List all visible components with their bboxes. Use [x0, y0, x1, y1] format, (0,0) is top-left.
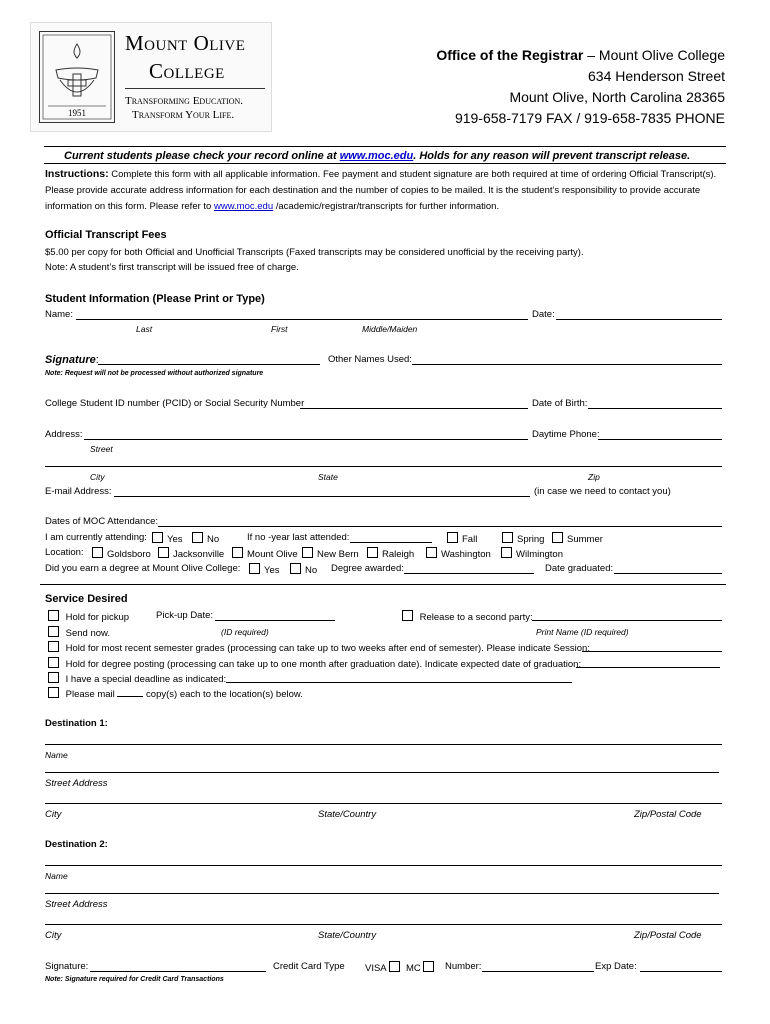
hold-pickup-option[interactable]: Hold for pickup [48, 610, 129, 623]
office-phones: 919-658-7179 FAX / 919-658-7835 PHONE [454, 110, 725, 126]
destination-2-street-field[interactable] [45, 893, 719, 894]
session-field[interactable] [582, 651, 722, 652]
payment-signature-label: Signature: [45, 961, 89, 972]
print-name-label: Print Name (ID required) [536, 627, 629, 637]
degree-no-checkbox[interactable] [290, 563, 301, 574]
name-label: Name: [45, 309, 73, 320]
visa-option[interactable]: VISA [365, 961, 404, 974]
destination-1-name-field[interactable] [45, 744, 722, 745]
college-logo [30, 22, 272, 132]
email-label: E-mail Address: [45, 486, 112, 497]
seal-icon [39, 31, 115, 123]
jacksonville-checkbox[interactable] [158, 547, 169, 558]
pickup-date-field[interactable] [215, 620, 335, 621]
copies-field[interactable] [117, 696, 143, 697]
student-heading: Student Information (Please Print or Type) [45, 293, 265, 305]
attending-no[interactable]: No [192, 532, 219, 545]
city-label: City [90, 472, 105, 482]
deadline-field[interactable] [226, 682, 572, 683]
address-line-2[interactable] [45, 466, 722, 467]
attending-yes-checkbox[interactable] [152, 532, 163, 543]
degree-yes[interactable]: Yes [249, 563, 280, 576]
notice-bottom-rule [44, 163, 726, 164]
other-names-label: Other Names Used: [328, 354, 412, 365]
attendance-dates-label: Dates of MOC Attendance: [45, 516, 159, 527]
office-street: 634 Henderson Street [588, 68, 725, 84]
hold-grades-option[interactable]: Hold for most recent semester grades (processing can take up to two weeks after end of semester). Please indicate Session: [48, 641, 590, 654]
destination-1-name-label: Name [45, 750, 68, 760]
fall-checkbox[interactable] [447, 532, 458, 543]
zip-label: Zip [588, 472, 600, 482]
wilmington-checkbox[interactable] [501, 547, 512, 558]
attending-no-checkbox[interactable] [192, 532, 203, 543]
release-option[interactable]: Release to a second party: [402, 610, 533, 623]
destination-2-city-label: City [45, 930, 62, 941]
daytime-phone-label: Daytime Phone: [532, 429, 600, 440]
term-fall[interactable]: Fall [447, 532, 477, 545]
destination-1-city-label: City [45, 809, 62, 820]
location-goldsboro[interactable]: Goldsboro [92, 547, 151, 560]
destination-1-city-field[interactable] [45, 803, 722, 804]
first-label: First [271, 324, 288, 334]
attendance-dates-field[interactable] [158, 526, 722, 527]
pcid-label: College Student ID number (PCID) or Social Security Number [45, 398, 305, 409]
hold-pickup-checkbox[interactable] [48, 610, 59, 621]
year-last-field[interactable] [350, 542, 432, 543]
new-bern-checkbox[interactable] [302, 547, 313, 558]
date-field[interactable] [556, 319, 722, 320]
online-notice: Current students please check your record online at www.moc.edu. Holds for any reason will prevent transcript release. [64, 150, 691, 162]
service-heading: Service Desired [45, 593, 128, 605]
location-washington[interactable]: Washington [426, 547, 491, 560]
washington-checkbox[interactable] [426, 547, 437, 558]
dob-field[interactable] [588, 408, 722, 409]
please-mail-checkbox[interactable] [48, 687, 59, 698]
mc-checkbox[interactable] [423, 961, 434, 972]
deadline-option[interactable]: I have a special deadline as indicated: [48, 672, 226, 685]
cc-number-field[interactable] [482, 971, 594, 972]
please-mail-option[interactable]: Please mail copy(s) each to the location(s) below. [48, 687, 303, 700]
currently-attending-row: I am currently attending: [45, 532, 147, 543]
office-title: Office of the Registrar [436, 47, 584, 63]
graduation-date-field[interactable] [576, 667, 720, 668]
term-spring[interactable]: Spring [502, 532, 544, 545]
seal-year: 1951 [68, 108, 86, 118]
logo-divider [125, 88, 265, 89]
degree-awarded-field[interactable] [404, 573, 534, 574]
address-label: Address: [45, 429, 83, 440]
cc-number-label: Number: [445, 961, 482, 972]
office-college: – Mount Olive College [583, 47, 725, 63]
daytime-phone-field[interactable] [598, 439, 722, 440]
other-names-field[interactable] [412, 364, 722, 365]
summer-checkbox[interactable] [552, 532, 563, 543]
date-graduated-label: Date graduated: [545, 563, 614, 574]
hold-degree-checkbox[interactable] [48, 657, 59, 668]
destination-1-street-label: Street Address [45, 778, 108, 789]
notice-top-rule [44, 146, 726, 147]
degree-awarded-label: Degree awarded: [331, 563, 404, 574]
term-summer[interactable]: Summer [552, 532, 603, 545]
signature-field[interactable] [98, 364, 320, 365]
last-label: Last [136, 324, 153, 334]
destination-2-zip-label: Zip/Postal Code [634, 930, 702, 941]
exp-date-field[interactable] [640, 971, 722, 972]
exp-date-label: Exp Date: [595, 961, 637, 972]
pcid-field[interactable] [300, 408, 528, 409]
hold-grades-checkbox[interactable] [48, 641, 59, 652]
payment-signature-field[interactable] [90, 971, 266, 972]
destination-2-name-field[interactable] [45, 865, 722, 866]
college-name-line2: College [149, 59, 225, 83]
middle-label: Middle/Maiden [362, 324, 418, 334]
visa-checkbox[interactable] [389, 961, 400, 972]
destination-2-name-label: Name [45, 871, 68, 881]
cc-note: Note: Signature required for Credit Card Transactions [45, 976, 224, 983]
section-divider [40, 584, 726, 585]
state-label: State [318, 472, 338, 482]
date-graduated-field[interactable] [614, 573, 722, 574]
signature-label: Signature: [45, 354, 99, 366]
moc-link-2[interactable]: www.moc.edu [213, 201, 274, 212]
fees-heading: Official Transcript Fees [45, 229, 167, 241]
tagline-2: Transform Your Life. [132, 109, 235, 121]
office-address [436, 45, 725, 129]
degree-question: Did you earn a degree at Mount Olive College: [45, 563, 241, 574]
goldsboro-checkbox[interactable] [92, 547, 103, 558]
signature-note: Note: Request will not be processed without authorized signature [45, 370, 264, 377]
email-note: (in case we need to contact you) [534, 486, 671, 497]
email-field[interactable] [114, 496, 530, 497]
degree-yes-checkbox[interactable] [249, 563, 260, 574]
moc-link[interactable]: www.moc.edu [339, 150, 414, 162]
location-new-bern[interactable]: New Bern [302, 547, 359, 560]
location-raleigh[interactable]: Raleigh [367, 547, 414, 560]
destination-2-title: Destination 2: [45, 839, 108, 850]
send-now-option[interactable]: Send now. [48, 626, 110, 639]
destination-1-title: Destination 1: [45, 718, 108, 729]
mc-option[interactable]: MC [406, 961, 438, 974]
location-jacksonville[interactable]: Jacksonville [158, 547, 224, 560]
destination-1-street-field[interactable] [45, 772, 719, 773]
spring-checkbox[interactable] [502, 532, 513, 543]
location-wilmington[interactable]: Wilmington [501, 547, 563, 560]
location-mount-olive[interactable]: Mount Olive [232, 547, 298, 560]
college-name-line1: Mount Olive [125, 31, 246, 55]
destination-2-state-label: State/Country [318, 930, 377, 941]
address-field[interactable] [84, 439, 528, 440]
degree-no[interactable]: No [290, 563, 317, 576]
fees-text: $5.00 per copy for both Official and Unofficial Transcripts (Faxed transcripts may be considered unofficial by the receiving party). Note: A student’s first transcript will be issued free of charge. [45, 247, 584, 273]
date-label: Date: [532, 309, 555, 320]
office-city: Mount Olive, North Carolina 28365 [509, 89, 725, 105]
pickup-date-label: Pick-up Date: [156, 610, 214, 621]
id-required-label: (ID required) [221, 627, 269, 637]
attending-yes[interactable]: Yes [152, 532, 183, 545]
destination-2-street-label: Street Address [45, 899, 108, 910]
raleigh-checkbox[interactable] [367, 547, 378, 558]
deadline-checkbox[interactable] [48, 672, 59, 683]
instructions: Instructions: Complete this form with all applicable information. Fee payment and student signature are both required at time of ordering Official Transcript(s). Please provide accurate address information for each destination and the number of copies to be mailed. It is the student’s responsibility to provide accurate information on this form. Please refer to www.moc.edu /academic/registrar/transcripts for further information. [45, 168, 717, 212]
name-field[interactable] [76, 319, 528, 320]
destination-2-city-field[interactable] [45, 924, 722, 925]
location-label: Location: [45, 547, 84, 558]
year-last-label: If no -year last attended: [247, 532, 350, 543]
send-now-checkbox[interactable] [48, 626, 59, 637]
dob-label: Date of Birth: [532, 398, 588, 409]
cc-type-label: Credit Card Type [273, 961, 345, 972]
release-checkbox[interactable] [402, 610, 413, 621]
tagline-1: Transforming Education. [125, 95, 244, 107]
destination-1-state-label: State/Country [318, 809, 377, 820]
release-name-field[interactable] [532, 620, 722, 621]
mount-olive-checkbox[interactable] [232, 547, 243, 558]
hold-degree-option[interactable]: Hold for degree posting (processing can take up to one month after graduation date). Indicate expected date of graduation: [48, 657, 581, 670]
street-label: Street [90, 444, 113, 454]
destination-1-zip-label: Zip/Postal Code [634, 809, 702, 820]
